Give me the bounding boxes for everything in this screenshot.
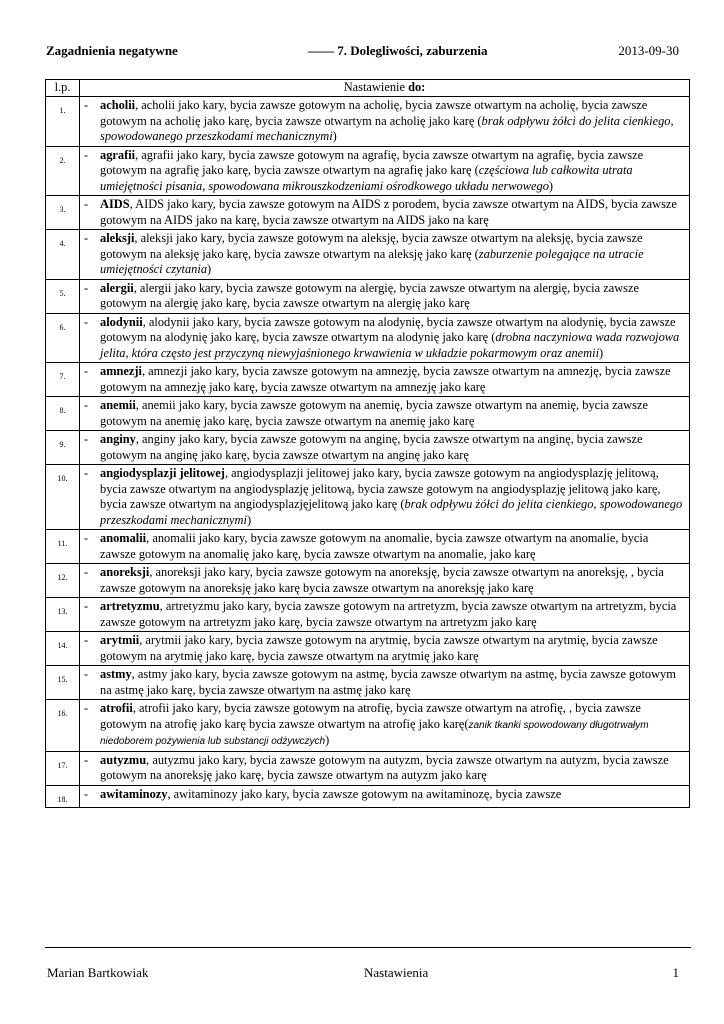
row-content — [80, 598, 690, 632]
condition-term: agrafii — [100, 147, 136, 162]
condition-term: artretyzmu — [100, 599, 160, 613]
row-content — [80, 196, 690, 230]
row-number: 1. — [46, 97, 80, 147]
condition-term: anemii — [100, 398, 136, 412]
definition-note: drobna naczyniowa wada rozwojowa jelita, która często jest przyczyną niewyjaśnionego krwawienia w układzie pokarmowym oraz anemii — [100, 330, 680, 360]
condition-term: anoreksji — [100, 565, 150, 579]
attitude-text: , anomalii jako kary, bycia zawsze gotowym na anomalie, bycia zawsze otwartym na anomalie, bycia zawsze gotowym na anomalię jako karę, bycia zawsze otwartym na anomalie, jako karę — [100, 531, 649, 561]
attitude-text: , anemii jako kary, bycia zawsze gotowym na anemię, bycia zawsze otwartym na anemię, bycia zawsze gotowym na anemię jako karę, bycia zawsze otwartym na anemię jako karę — [100, 398, 648, 428]
bullet-dash: - — [84, 752, 89, 767]
bullet-dash: - — [84, 701, 89, 715]
row-number: 7. — [46, 363, 80, 397]
table-row — [46, 97, 690, 147]
table-row — [46, 530, 690, 564]
condition-term: anginy — [100, 432, 136, 446]
attitude-text: , atrofii jako kary, bycia zawsze gotowym na atrofię, bycia zawsze otwartym na atrofię, , bycia zawsze gotowym na atrofię jako karę bycia zawsze otwartym na atrofię jako karę( — [100, 701, 641, 731]
bullet-dash: - — [84, 667, 89, 681]
closing-paren: ) — [599, 345, 604, 360]
attitude-text: , awitaminozy jako kary, bycia zawsze gotowym na awitaminozę, bycia zawsze — [167, 786, 562, 801]
attitude-text: , anoreksji jako kary, bycia zawsze gotowym na anoreksję, bycia zawsze otwartym na anoreksję, , bycia zawsze gotowym na anoreksję jako karę bycia zawsze otwartym na anoreksję jako karę — [100, 565, 664, 595]
row-number: 16. — [46, 700, 80, 752]
condition-term: alergii — [100, 280, 134, 295]
row-number: 18. — [46, 785, 80, 808]
column-header-prefix: Nastawienie — [343, 80, 409, 94]
table-row — [46, 700, 690, 752]
row-content — [80, 632, 690, 666]
attitude-text: , arytmii jako kary, bycia zawsze gotowym na arytmię, bycia zawsze otwartym na arytmię, bycia zawsze gotowym na arytmię jako karę, bycia zawsze otwartym na arytmię jako karę — [100, 633, 658, 663]
condition-term: astmy — [100, 667, 132, 681]
column-header-bold: do: — [408, 80, 426, 94]
bullet-dash: - — [84, 280, 89, 295]
attitude-text: , alergii jako kary, bycia zawsze gotowym na alergię, bycia zawsze otwartym na alergię, bycia zawsze gotowym na alergię jako karę, bycia zawsze otwartym na alergię jako karę — [100, 280, 639, 310]
condition-term: angiodysplazji jelitowej — [100, 466, 225, 480]
definition-note: zanik tkanki spowodowany długotrwałym niedoborem pożywienia lub substancji odżywczych — [100, 719, 649, 747]
condition-term: anomalii — [100, 531, 147, 545]
row-number: 2. — [46, 146, 80, 196]
attitudes-table — [45, 79, 690, 808]
attitude-text: , astmy jako kary, bycia zawsze gotowym na astmę, bycia zawsze otwartym na astmę, bycia zawsze gotowym na astmę jako karę, bycia zawsze otwartym na astmę jako karę — [100, 667, 676, 697]
row-content — [80, 230, 690, 280]
table-container — [45, 79, 691, 948]
page-number: 1 — [672, 965, 679, 980]
bullet-dash: - — [84, 633, 89, 647]
table-row — [46, 279, 690, 313]
row-number: 12. — [46, 564, 80, 598]
bullet-dash: - — [84, 231, 89, 245]
page-header — [46, 43, 679, 61]
header-date: 2013-09-30 — [618, 43, 679, 58]
table-row — [46, 196, 690, 230]
row-number: 17. — [46, 751, 80, 785]
header-chapter: —— 7. Dolegliwości, zaburzenia — [308, 43, 488, 58]
row-number: 14. — [46, 632, 80, 666]
row-content — [80, 751, 690, 785]
row-content — [80, 530, 690, 564]
condition-term: AIDS — [100, 197, 130, 211]
bullet-dash: - — [84, 565, 89, 579]
condition-term: amnezji — [100, 364, 142, 378]
table-row — [46, 397, 690, 431]
attitude-text: , AIDS jako kary, bycia zawsze gotowym na AIDS z porodem, bycia zawsze otwartym na AIDS, bycia zawsze gotowym na AIDS jako na karę, bycia zawsze otwartym na AIDS jako na karę — [100, 197, 677, 227]
condition-term: awitaminozy — [100, 786, 168, 801]
row-content — [80, 431, 690, 465]
page-footer — [47, 965, 679, 981]
table-row — [46, 598, 690, 632]
column-header-lp: l.p. — [46, 80, 80, 97]
row-number: 3. — [46, 196, 80, 230]
definition-note: zaburzenie polegające na utracie umiejętności czytania — [100, 246, 644, 276]
table-row — [46, 785, 690, 808]
bullet-dash: - — [84, 599, 89, 613]
table-row — [46, 431, 690, 465]
bullet-dash: - — [84, 314, 89, 329]
bullet-dash: - — [84, 197, 89, 211]
footer-title: Nastawienia — [364, 965, 429, 980]
closing-paren: ) — [246, 512, 252, 527]
row-content — [80, 397, 690, 431]
condition-term: arytmii — [100, 633, 140, 647]
row-content — [80, 700, 690, 752]
attitude-text: , amnezji jako kary, bycia zawsze gotowym na amnezję, bycia zawsze otwartym na amnezję, bycia zawsze gotowym na amnezję jako karę, bycia zawsze otwartym na amnezję jako karę — [100, 364, 671, 394]
attitude-text: , alodynii jako kary, bycia zawsze gotowym na alodynię, bycia zawsze otwartym na alodynię, bycia zawsze gotowym na alodynię jako karę, bycia zawsze otwartym na alodynię jako karę ( — [100, 314, 676, 344]
definition-note: brak odpływu żółci do jelita cienkiego, spowodowanego przeszkodami mechanicznymi — [100, 497, 683, 527]
attitude-text: , acholii jako kary, bycia zawsze gotowym na acholię, bycia zawsze otwartym na acholię, bycia zawsze gotowym na acholię jako karę, bycia zawsze otwartym na acholię jako karę ( — [100, 98, 648, 128]
table-row — [46, 632, 690, 666]
bullet-dash: - — [84, 432, 89, 446]
table-row — [46, 363, 690, 397]
bullet-dash: - — [84, 364, 89, 378]
row-content — [80, 363, 690, 397]
row-number: 15. — [46, 666, 80, 700]
table-row — [46, 666, 690, 700]
footer-author: Marian Bartkowiak — [47, 965, 149, 980]
closing-paren: ) — [325, 733, 330, 747]
condition-term: atrofii — [100, 701, 133, 715]
row-content — [80, 564, 690, 598]
attitude-text: , agrafii jako kary, bycia zawsze gotowym na agrafię, bycia zawsze otwartym na agrafię, bycia zawsze gotowym na agrafię jako karę, bycia zawsze otwartym na agrafię jako karę ( — [100, 147, 644, 177]
row-number: 11. — [46, 530, 80, 564]
closing-paren: ) — [207, 262, 212, 276]
condition-term: acholii — [100, 98, 136, 112]
table-row — [46, 313, 690, 363]
bullet-dash: - — [84, 398, 89, 412]
row-number: 6. — [46, 313, 80, 363]
bullet-dash: - — [84, 531, 89, 545]
header-topic: Zagadnienia negatywne — [46, 43, 178, 58]
row-content — [80, 465, 690, 530]
closing-paren: ) — [332, 129, 337, 143]
closing-paren: ) — [548, 178, 554, 193]
row-content — [80, 97, 690, 147]
condition-term: autyzmu — [100, 752, 147, 767]
table-row — [46, 230, 690, 280]
definition-note: częściowa lub całkowita utrata umiejętności pisania, spowodowana mikrouszkodzeniami ośrodkowego układu nerwowego — [100, 163, 633, 193]
attitude-text: , angiodysplazji jelitowej jako kary, bycia zawsze gotowym na angiodysplazję jelitową, bycia zawsze otwartym na angiodysplazję jelitową, bycia zawsze gotowym na angiodysplazję jelitową jako karę, bycia zawsze otwartym na angiodysplazjęjelitową jako karę ( — [100, 466, 661, 511]
bullet-dash: - — [84, 786, 89, 801]
column-header-nastawienie — [80, 80, 690, 97]
bullet-dash: - — [84, 98, 89, 112]
row-number: 8. — [46, 397, 80, 431]
table-row — [46, 751, 690, 785]
row-number: 9. — [46, 431, 80, 465]
row-content — [80, 279, 690, 313]
table-header-row — [46, 80, 690, 97]
table-row — [46, 564, 690, 598]
row-content — [80, 785, 690, 808]
bullet-dash: - — [84, 466, 89, 480]
attitude-text: , aleksji jako kary, bycia zawsze gotowym na aleksję, bycia zawsze otwartym na aleksję, bycia zawsze gotowym na aleksję jako karę, bycia zawsze otwartym na aleksję jako karę ( — [100, 231, 643, 261]
table-row — [46, 465, 690, 530]
condition-term: alodynii — [100, 314, 143, 329]
row-number: 10. — [46, 465, 80, 530]
attitude-text: , anginy jako kary, bycia zawsze gotowym na anginę, bycia zawsze otwartym na anginę, bycia zawsze gotowym na anginę jako karę, bycia zawsze otwartym na anginę jako karę — [100, 432, 643, 462]
row-content — [80, 666, 690, 700]
row-number: 4. — [46, 230, 80, 280]
bullet-dash: - — [84, 147, 89, 162]
row-content — [80, 313, 690, 363]
row-content — [80, 146, 690, 196]
condition-term: aleksji — [100, 231, 135, 245]
row-number: 5. — [46, 279, 80, 313]
attitude-text: , artretyzmu jako kary, bycia zawsze gotowym na artretyzm, bycia zawsze otwartym na artretyzm, bycia zawsze gotowym na artretyzm jako karę, bycia zawsze otwartym na artretyzm jako karę — [100, 599, 677, 629]
attitude-text: , autyzmu jako kary, bycia zawsze gotowym na autyzm, bycia zawsze otwartym na autyzm, bycia zawsze gotowym na anoreksję jako karę, bycia zawsze otwartym na autyzm jako karę — [100, 752, 669, 782]
table-row — [46, 146, 690, 196]
definition-note: brak odpływu żółci do jelita cienkiego, spowodowanego przeszkodami mechanicznymi — [100, 113, 674, 143]
row-number: 13. — [46, 598, 80, 632]
